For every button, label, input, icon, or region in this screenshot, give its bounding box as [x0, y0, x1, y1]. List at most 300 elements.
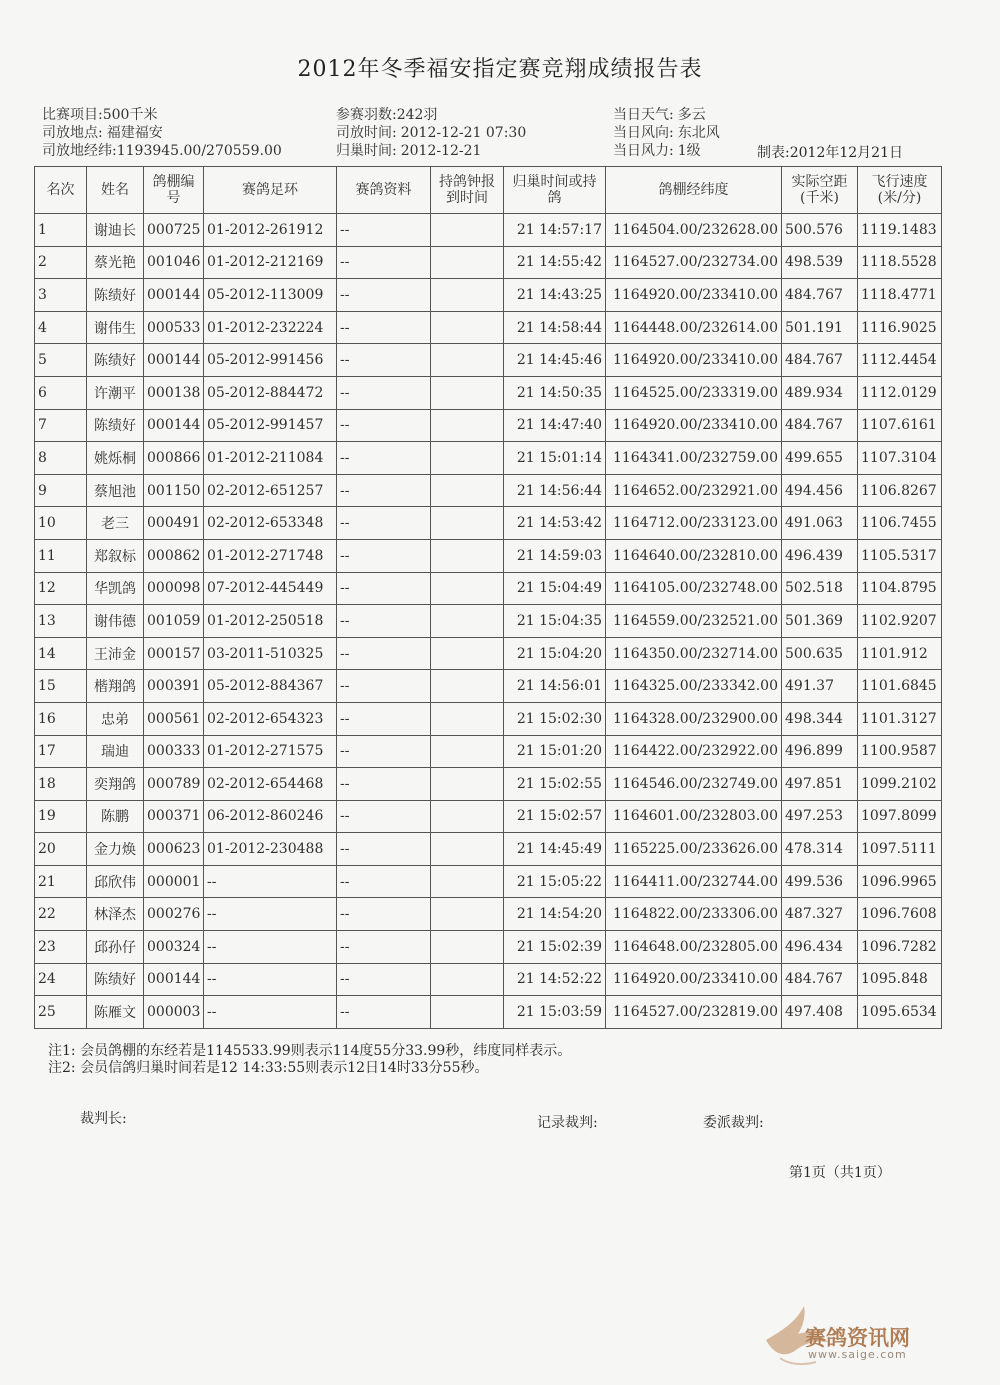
meta-event-label: 比赛项目: — [42, 107, 103, 123]
cell-loft: 001059 — [144, 605, 204, 638]
cell-arrival: 21 15:04:20 — [504, 637, 606, 670]
cell-loft-coords: 1164920.00/233410.00 — [606, 963, 782, 996]
cell-clock — [431, 931, 504, 964]
cell-ring: 05-2012-884472 — [204, 376, 337, 409]
table-row — [35, 376, 942, 409]
cell-loft: 000098 — [144, 572, 204, 605]
table-row — [35, 735, 942, 768]
cell-rank: 8 — [35, 442, 87, 475]
cell-speed: 1116.9025 — [858, 311, 942, 344]
cell-loft: 000324 — [144, 931, 204, 964]
cell-name: 谢伟德 — [87, 605, 144, 638]
cell-speed: 1102.9207 — [858, 605, 942, 638]
cell-name: 陈鹏 — [87, 800, 144, 833]
cell-loft-coords: 1164920.00/233410.00 — [606, 279, 782, 312]
cell-clock — [431, 507, 504, 540]
meta-wind-dir-label: 当日风向: — [613, 125, 674, 141]
cell-info: -- — [337, 702, 431, 735]
cell-distance: 496.899 — [782, 735, 858, 768]
cell-loft: 000333 — [144, 735, 204, 768]
cell-arrival: 21 15:02:30 — [504, 702, 606, 735]
cell-arrival: 21 15:02:39 — [504, 931, 606, 964]
cell-speed: 1118.4771 — [858, 279, 942, 312]
cell-name: 瑞迪 — [87, 735, 144, 768]
cell-rank: 5 — [35, 344, 87, 377]
header-arrival: 归巢时间或持鸽 — [504, 167, 606, 214]
cell-ring: 01-2012-230488 — [204, 833, 337, 866]
cell-info: -- — [337, 311, 431, 344]
cell-info: -- — [337, 376, 431, 409]
cell-distance: 499.655 — [782, 442, 858, 475]
table-row — [35, 246, 942, 279]
cell-name: 华凯鸽 — [87, 572, 144, 605]
cell-info: -- — [337, 605, 431, 638]
table-row — [35, 539, 942, 572]
cell-arrival: 21 14:50:35 — [504, 376, 606, 409]
cell-ring: 01-2012-261912 — [204, 214, 337, 247]
header-loft-coords: 鸽棚经纬度 — [606, 167, 782, 214]
cell-speed: 1107.3104 — [858, 442, 942, 475]
cell-speed: 1097.8099 — [858, 800, 942, 833]
table-row — [35, 409, 942, 442]
cell-loft: 000144 — [144, 963, 204, 996]
meta-coords-value: 1193945.00/270559.00 — [116, 143, 282, 159]
cell-distance: 478.314 — [782, 833, 858, 866]
cell-clock — [431, 442, 504, 475]
cell-info: -- — [337, 996, 431, 1029]
cell-loft-coords: 1164652.00/232921.00 — [606, 474, 782, 507]
cell-arrival: 21 14:59:03 — [504, 539, 606, 572]
table-row — [35, 833, 942, 866]
cell-rank: 12 — [35, 572, 87, 605]
cell-name: 谢迪长 — [87, 214, 144, 247]
cell-loft-coords: 1164350.00/232714.00 — [606, 637, 782, 670]
cell-arrival: 21 14:52:22 — [504, 963, 606, 996]
cell-speed: 1096.7608 — [858, 898, 942, 931]
meta-left — [42, 106, 282, 160]
cell-ring: 02-2012-654323 — [204, 702, 337, 735]
cell-arrival: 21 14:54:20 — [504, 898, 606, 931]
cell-rank: 15 — [35, 670, 87, 703]
cell-speed: 1105.5317 — [858, 539, 942, 572]
cell-clock — [431, 214, 504, 247]
cell-ring: 01-2012-232224 — [204, 311, 337, 344]
cell-loft-coords: 1164341.00/232759.00 — [606, 442, 782, 475]
recorder-signature: 记录裁判: — [537, 1115, 598, 1131]
cell-loft: 000144 — [144, 409, 204, 442]
footnotes — [48, 1043, 571, 1077]
cell-arrival: 21 15:01:20 — [504, 735, 606, 768]
cell-ring: 05-2012-991457 — [204, 409, 337, 442]
table-row — [35, 442, 942, 475]
meta-coords-label: 司放地经纬: — [42, 143, 117, 159]
cell-clock — [431, 279, 504, 312]
cell-loft: 000157 — [144, 637, 204, 670]
meta-release-value: 2012-12-21 07:30 — [400, 125, 527, 141]
cell-ring: 02-2012-653348 — [204, 507, 337, 540]
table-row — [35, 670, 942, 703]
cell-loft-coords: 1164105.00/232748.00 — [606, 572, 782, 605]
cell-loft-coords: 1164504.00/232628.00 — [606, 214, 782, 247]
meta-made-date — [757, 142, 903, 162]
cell-distance: 499.536 — [782, 865, 858, 898]
cell-loft: 000725 — [144, 214, 204, 247]
meta-event-value: 500千米 — [102, 107, 158, 123]
cell-loft: 000001 — [144, 865, 204, 898]
footnote-2: 注2: 会员信鸽归巢时间若是12 14:33:55则表示12日14时33分55秒。 — [48, 1060, 489, 1076]
cell-rank: 6 — [35, 376, 87, 409]
cell-arrival: 21 14:58:44 — [504, 311, 606, 344]
meta-return — [336, 142, 526, 160]
cell-clock — [431, 865, 504, 898]
cell-speed: 1099.2102 — [858, 768, 942, 801]
cell-distance: 489.934 — [782, 376, 858, 409]
cell-rank: 20 — [35, 833, 87, 866]
meta-weather-label: 当日天气: — [613, 107, 674, 123]
meta-count — [336, 106, 526, 124]
cell-name: 郑叙标 — [87, 539, 144, 572]
cell-arrival: 21 14:45:49 — [504, 833, 606, 866]
cell-clock — [431, 539, 504, 572]
cell-loft: 000533 — [144, 311, 204, 344]
cell-speed: 1101.6845 — [858, 670, 942, 703]
delegate-signature: 委派裁判: — [703, 1115, 764, 1131]
cell-name: 老三 — [87, 507, 144, 540]
cell-name: 姚烁桐 — [87, 442, 144, 475]
cell-ring: 02-2012-651257 — [204, 474, 337, 507]
cell-clock — [431, 246, 504, 279]
meta-site-label: 司放地点: — [42, 125, 103, 141]
cell-name: 忠弟 — [87, 702, 144, 735]
cell-rank: 1 — [35, 214, 87, 247]
cell-loft: 000391 — [144, 670, 204, 703]
cell-arrival: 21 15:04:49 — [504, 572, 606, 605]
cell-ring: 01-2012-250518 — [204, 605, 337, 638]
cell-speed: 1097.5111 — [858, 833, 942, 866]
cell-distance: 496.434 — [782, 931, 858, 964]
cell-loft-coords: 1164448.00/232614.00 — [606, 311, 782, 344]
cell-rank: 21 — [35, 865, 87, 898]
cell-clock — [431, 409, 504, 442]
cell-ring: 03-2011-510325 — [204, 637, 337, 670]
cell-rank: 18 — [35, 768, 87, 801]
watermark-name: 赛鸽资讯网 — [805, 1326, 910, 1350]
cell-rank: 13 — [35, 605, 87, 638]
cell-rank: 22 — [35, 898, 87, 931]
cell-speed: 1096.9965 — [858, 865, 942, 898]
cell-info: -- — [337, 931, 431, 964]
cell-info: -- — [337, 442, 431, 475]
cell-ring: 01-2012-211084 — [204, 442, 337, 475]
cell-arrival: 21 15:04:35 — [504, 605, 606, 638]
table-row — [35, 865, 942, 898]
meta-wind-force — [613, 142, 720, 160]
meta-middle — [336, 106, 526, 160]
cell-speed: 1118.5528 — [858, 246, 942, 279]
cell-rank: 7 — [35, 409, 87, 442]
cell-loft-coords: 1164328.00/232900.00 — [606, 702, 782, 735]
table-row — [35, 637, 942, 670]
cell-ring: 01-2012-271748 — [204, 539, 337, 572]
cell-arrival: 21 15:05:22 — [504, 865, 606, 898]
cell-name: 陈绩好 — [87, 279, 144, 312]
meta-made-label: 制表: — [757, 145, 790, 161]
table-row — [35, 963, 942, 996]
cell-info: -- — [337, 409, 431, 442]
cell-ring: 05-2012-113009 — [204, 279, 337, 312]
cell-distance: 498.539 — [782, 246, 858, 279]
table-row — [35, 572, 942, 605]
page-number: 第1页（共1页） — [789, 1165, 891, 1181]
cell-arrival: 21 14:56:01 — [504, 670, 606, 703]
cell-clock — [431, 670, 504, 703]
meta-release-label: 司放时间: — [336, 125, 397, 141]
cell-speed: 1095.848 — [858, 963, 942, 996]
cell-ring: 01-2012-212169 — [204, 246, 337, 279]
cell-name: 陈雁文 — [87, 996, 144, 1029]
cell-info: -- — [337, 768, 431, 801]
cell-speed: 1100.9587 — [858, 735, 942, 768]
cell-distance: 497.253 — [782, 800, 858, 833]
cell-clock — [431, 898, 504, 931]
cell-info: -- — [337, 344, 431, 377]
cell-clock — [431, 474, 504, 507]
cell-clock — [431, 735, 504, 768]
cell-name: 林泽杰 — [87, 898, 144, 931]
cell-name: 陈绩好 — [87, 963, 144, 996]
cell-rank: 4 — [35, 311, 87, 344]
cell-speed: 1104.8795 — [858, 572, 942, 605]
cell-ring: 07-2012-445449 — [204, 572, 337, 605]
cell-ring: -- — [204, 931, 337, 964]
cell-loft: 000491 — [144, 507, 204, 540]
cell-clock — [431, 605, 504, 638]
cell-loft: 001046 — [144, 246, 204, 279]
cell-clock — [431, 800, 504, 833]
cell-distance: 484.767 — [782, 279, 858, 312]
cell-arrival: 21 14:55:42 — [504, 246, 606, 279]
meta-count-label: 参赛羽数: — [336, 107, 397, 123]
cell-name: 陈绩好 — [87, 344, 144, 377]
cell-loft-coords: 1164640.00/232810.00 — [606, 539, 782, 572]
cell-distance: 496.439 — [782, 539, 858, 572]
table-row — [35, 279, 942, 312]
cell-info: -- — [337, 279, 431, 312]
cell-loft-coords: 1164822.00/233306.00 — [606, 898, 782, 931]
table-row — [35, 800, 942, 833]
cell-distance: 497.408 — [782, 996, 858, 1029]
cell-name: 许潮平 — [87, 376, 144, 409]
cell-loft: 000623 — [144, 833, 204, 866]
cell-clock — [431, 702, 504, 735]
table-row — [35, 996, 942, 1029]
cell-loft-coords: 1164411.00/232744.00 — [606, 865, 782, 898]
cell-info: -- — [337, 735, 431, 768]
cell-clock — [431, 572, 504, 605]
cell-rank: 23 — [35, 931, 87, 964]
cell-name: 金力焕 — [87, 833, 144, 866]
cell-loft: 000276 — [144, 898, 204, 931]
cell-loft-coords: 1164525.00/233319.00 — [606, 376, 782, 409]
cell-speed: 1101.912 — [858, 637, 942, 670]
meta-event — [42, 106, 282, 124]
cell-rank: 14 — [35, 637, 87, 670]
cell-info: -- — [337, 474, 431, 507]
cell-name: 蔡光艳 — [87, 246, 144, 279]
cell-arrival: 21 15:03:59 — [504, 996, 606, 1029]
cell-info: -- — [337, 865, 431, 898]
cell-loft-coords: 1164712.00/233123.00 — [606, 507, 782, 540]
meta-count-value: 242羽 — [396, 107, 438, 123]
results-body — [35, 214, 942, 1029]
table-row — [35, 898, 942, 931]
cell-speed: 1107.6161 — [858, 409, 942, 442]
chief-judge-signature: 裁判长: — [80, 1111, 127, 1127]
cell-clock — [431, 833, 504, 866]
cell-info: -- — [337, 214, 431, 247]
cell-loft: 000144 — [144, 344, 204, 377]
table-row — [35, 605, 942, 638]
cell-rank: 24 — [35, 963, 87, 996]
meta-weather-value: 多云 — [677, 107, 706, 123]
cell-info: -- — [337, 898, 431, 931]
cell-loft: 001150 — [144, 474, 204, 507]
cell-info: -- — [337, 539, 431, 572]
cell-ring: -- — [204, 963, 337, 996]
cell-rank: 19 — [35, 800, 87, 833]
cell-rank: 2 — [35, 246, 87, 279]
cell-info: -- — [337, 637, 431, 670]
cell-arrival: 21 14:57:17 — [504, 214, 606, 247]
cell-distance: 502.518 — [782, 572, 858, 605]
cell-rank: 11 — [35, 539, 87, 572]
cell-rank: 9 — [35, 474, 87, 507]
cell-loft-coords: 1164422.00/232922.00 — [606, 735, 782, 768]
cell-info: -- — [337, 963, 431, 996]
cell-info: -- — [337, 507, 431, 540]
results-table — [34, 166, 942, 1029]
cell-distance: 500.635 — [782, 637, 858, 670]
cell-rank: 16 — [35, 702, 87, 735]
cell-loft-coords: 1164527.00/232734.00 — [606, 246, 782, 279]
meta-wind-dir — [613, 124, 720, 142]
header-name: 姓名 — [87, 167, 144, 214]
meta-site — [42, 124, 282, 142]
cell-distance: 491.37 — [782, 670, 858, 703]
cell-loft-coords: 1164648.00/232805.00 — [606, 931, 782, 964]
cell-speed: 1119.1483 — [858, 214, 942, 247]
cell-loft: 000371 — [144, 800, 204, 833]
header-info: 赛鸽资料 — [337, 167, 431, 214]
cell-distance: 494.456 — [782, 474, 858, 507]
cell-distance: 491.063 — [782, 507, 858, 540]
meta-release — [336, 124, 526, 142]
cell-loft-coords: 1165225.00/233626.00 — [606, 833, 782, 866]
cell-name: 王沛金 — [87, 637, 144, 670]
cell-speed: 1112.4454 — [858, 344, 942, 377]
cell-speed: 1106.7455 — [858, 507, 942, 540]
cell-distance: 501.369 — [782, 605, 858, 638]
cell-clock — [431, 311, 504, 344]
cell-loft: 000138 — [144, 376, 204, 409]
cell-loft: 000862 — [144, 539, 204, 572]
footnote-1: 注1: 会员鸽棚的东经若是1145533.99则表示114度55分33.99秒，纬度同样表示。 — [48, 1043, 572, 1059]
table-row — [35, 702, 942, 735]
cell-arrival: 21 14:53:42 — [504, 507, 606, 540]
cell-arrival: 21 14:56:44 — [504, 474, 606, 507]
cell-ring: 06-2012-860246 — [204, 800, 337, 833]
header-distance: 实际空距(千米) — [782, 167, 858, 214]
cell-ring: 05-2012-884367 — [204, 670, 337, 703]
cell-name: 奕翔鸽 — [87, 768, 144, 801]
cell-loft: 000144 — [144, 279, 204, 312]
cell-loft-coords: 1164527.00/232819.00 — [606, 996, 782, 1029]
cell-loft-coords: 1164546.00/232749.00 — [606, 768, 782, 801]
cell-info: -- — [337, 246, 431, 279]
cell-name: 陈绩好 — [87, 409, 144, 442]
cell-info: -- — [337, 572, 431, 605]
cell-loft-coords: 1164920.00/233410.00 — [606, 344, 782, 377]
cell-distance: 498.344 — [782, 702, 858, 735]
cell-ring: -- — [204, 865, 337, 898]
cell-clock — [431, 376, 504, 409]
cell-rank: 25 — [35, 996, 87, 1029]
cell-distance: 501.191 — [782, 311, 858, 344]
cell-speed: 1112.0129 — [858, 376, 942, 409]
cell-distance: 487.327 — [782, 898, 858, 931]
table-row — [35, 931, 942, 964]
cell-arrival: 21 14:43:25 — [504, 279, 606, 312]
cell-rank: 3 — [35, 279, 87, 312]
cell-name: 蔡旭池 — [87, 474, 144, 507]
table-row — [35, 311, 942, 344]
cell-speed: 1095.6534 — [858, 996, 942, 1029]
cell-info: -- — [337, 800, 431, 833]
cell-speed: 1106.8267 — [858, 474, 942, 507]
table-row — [35, 214, 942, 247]
meta-made-value: 2012年12月21日 — [789, 145, 903, 161]
cell-loft-coords: 1164559.00/232521.00 — [606, 605, 782, 638]
table-row — [35, 768, 942, 801]
cell-ring: -- — [204, 898, 337, 931]
cell-clock — [431, 637, 504, 670]
cell-distance: 484.767 — [782, 409, 858, 442]
table-row — [35, 507, 942, 540]
cell-rank: 17 — [35, 735, 87, 768]
meta-return-value: 2012-12-21 — [400, 143, 482, 159]
meta-wind-dir-value: 东北风 — [677, 125, 720, 141]
header-speed: 飞行速度(米/分) — [858, 167, 942, 214]
header-ring: 赛鸽足环 — [204, 167, 337, 214]
cell-rank: 10 — [35, 507, 87, 540]
cell-distance: 500.576 — [782, 214, 858, 247]
cell-name: 邱孙仔 — [87, 931, 144, 964]
cell-loft: 000789 — [144, 768, 204, 801]
meta-wind-force-label: 当日风力: — [613, 143, 674, 159]
cell-arrival: 21 15:01:14 — [504, 442, 606, 475]
cell-ring: -- — [204, 996, 337, 1029]
meta-coords — [42, 142, 282, 160]
cell-name: 谢伟生 — [87, 311, 144, 344]
meta-site-value: 福建福安 — [106, 125, 163, 141]
cell-loft-coords: 1164601.00/232803.00 — [606, 800, 782, 833]
watermark-url: www.saige.com — [808, 1348, 907, 1361]
cell-clock — [431, 996, 504, 1029]
cell-speed: 1096.7282 — [858, 931, 942, 964]
cell-speed: 1101.3127 — [858, 702, 942, 735]
table-row — [35, 474, 942, 507]
cell-distance: 497.851 — [782, 768, 858, 801]
